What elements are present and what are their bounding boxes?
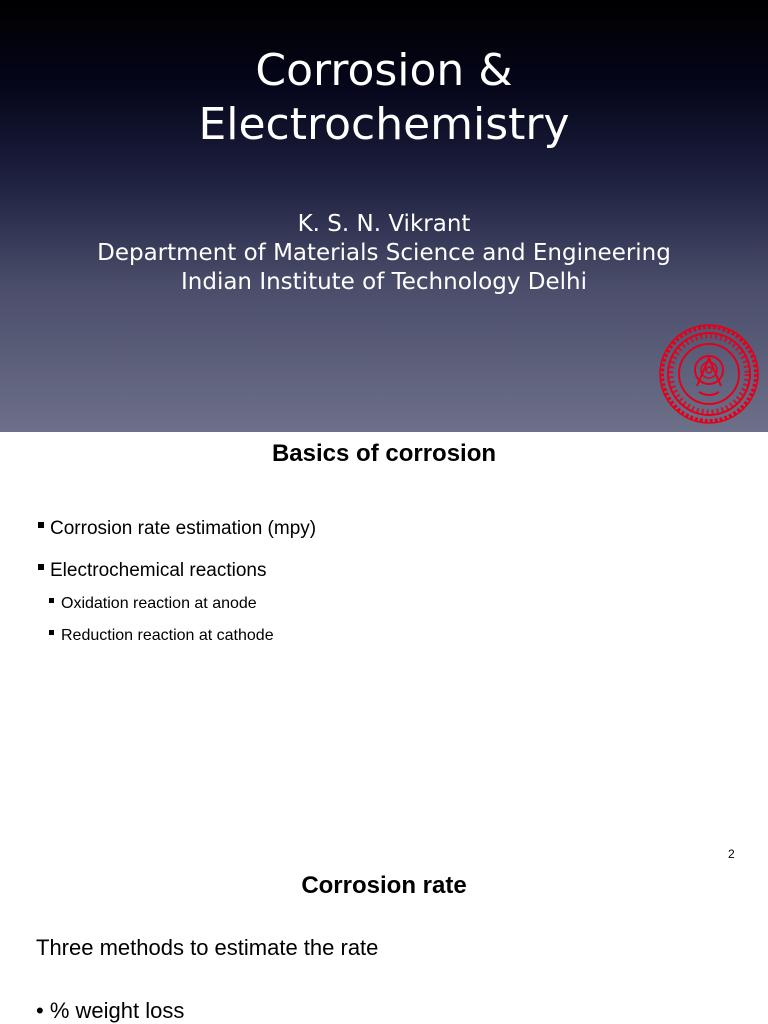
author-name: K. S. N. Vikrant <box>297 211 471 237</box>
bullet-item <box>38 518 316 540</box>
iit-delhi-seal-icon <box>659 324 759 424</box>
intro-text: Three methods to estimate the rate <box>36 935 379 960</box>
institute-name: Indian Institute of Technology Delhi <box>180 269 587 295</box>
bullet-item <box>38 560 266 582</box>
bullet-label: Corrosion rate estimation (mpy) <box>50 518 317 539</box>
title-slide <box>0 0 768 432</box>
square-bullet-icon <box>49 630 54 635</box>
slide-title <box>0 44 768 152</box>
page-number: 2 <box>728 847 735 861</box>
basics-slide <box>0 432 768 864</box>
title-line-2: Electrochemistry <box>198 99 570 150</box>
bullet-label: Electrochemical reactions <box>50 560 267 581</box>
slide-heading: Basics of corrosion <box>271 440 497 467</box>
sub-bullet-item <box>49 627 274 645</box>
square-bullet-icon <box>38 522 44 528</box>
slide-heading: Corrosion rate <box>301 872 467 899</box>
department-name: Department of Materials Science and Engineering <box>97 240 671 266</box>
bullet-item: • % weight loss <box>36 998 185 1023</box>
title-line-1: Corrosion & <box>255 45 513 96</box>
sub-bullet-label: Oxidation reaction at anode <box>61 595 257 612</box>
corrosion-rate-slide <box>0 864 768 1024</box>
sub-bullet-label: Reduction reaction at cathode <box>61 627 274 644</box>
author-block <box>0 210 768 297</box>
square-bullet-icon <box>38 564 44 570</box>
square-bullet-icon <box>49 598 54 603</box>
sub-bullet-item <box>49 595 257 613</box>
